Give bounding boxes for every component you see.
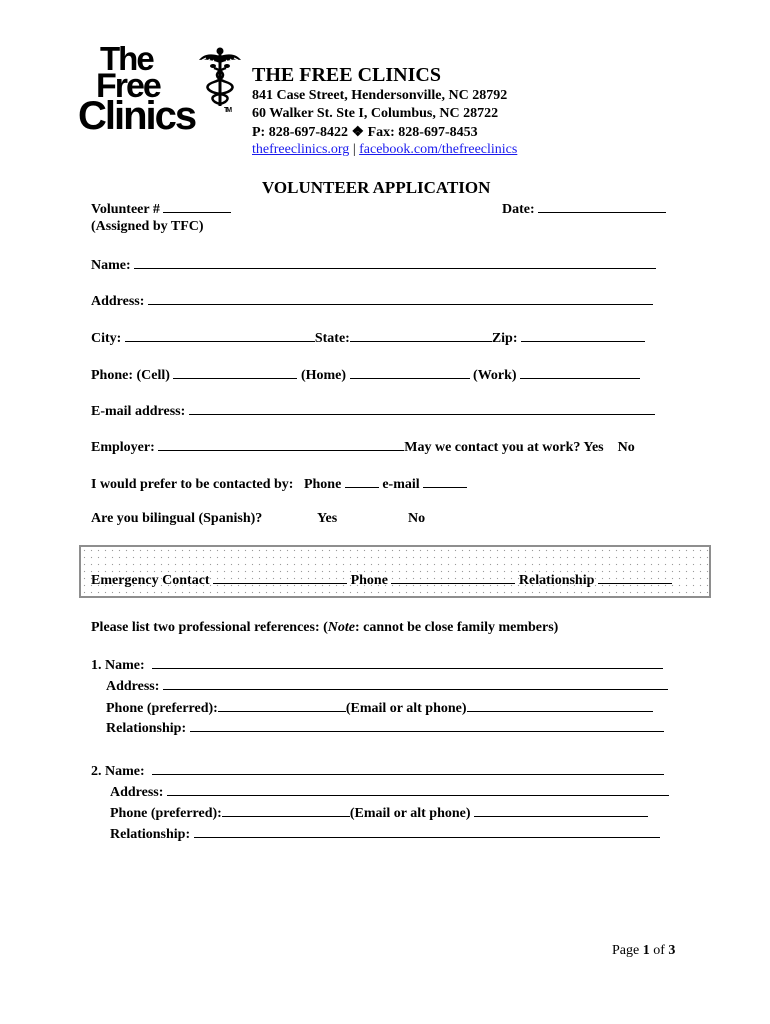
- logo-text-clinics: Clinics: [78, 94, 196, 138]
- ref1-name-field[interactable]: [152, 656, 663, 669]
- volunteer-number-row: [91, 200, 231, 218]
- references-intro-note: Note: [327, 620, 355, 635]
- ref1-address-field[interactable]: [163, 677, 668, 690]
- zip-label: Zip:: [491, 331, 518, 346]
- phone-fax: P: 828-697-8422 ❖ Fax: 828-697-8453: [252, 125, 478, 140]
- ref2-address-row: [110, 783, 669, 801]
- phone-home-field[interactable]: [350, 366, 470, 379]
- email-label: E-mail address:: [91, 404, 186, 419]
- references-intro-text-end: : cannot be close family members): [355, 620, 559, 635]
- employer-field[interactable]: [158, 438, 404, 451]
- date-field[interactable]: [538, 200, 666, 213]
- contact-work-question: May we contact you at work?: [404, 440, 581, 455]
- ref1-name-label: 1. Name:: [91, 658, 145, 673]
- ref2-name-field[interactable]: [152, 762, 664, 775]
- page-number: [612, 943, 675, 959]
- form-title: VOLUNTEER APPLICATION: [262, 178, 491, 197]
- ref2-alt-label: (Email or alt phone): [349, 806, 471, 821]
- ref2-name-label: 2. Name:: [91, 764, 145, 779]
- ref2-phone-row: [110, 804, 648, 822]
- ref2-address-field[interactable]: [167, 783, 669, 796]
- emergency-contact-box: [79, 545, 711, 598]
- state-field[interactable]: [350, 329, 492, 342]
- emergency-contact-row: [91, 571, 672, 589]
- logo-trademark: TM: [224, 107, 231, 114]
- emergency-phone-field[interactable]: [391, 571, 515, 584]
- bilingual-no[interactable]: No: [408, 511, 426, 526]
- phone-cell-label: Phone: (Cell): [91, 368, 170, 383]
- contact-work-no[interactable]: No: [617, 440, 635, 455]
- ref2-relationship-row: [110, 825, 660, 843]
- ref1-address-label: Address:: [106, 679, 160, 694]
- emergency-phone-label: Phone: [350, 573, 388, 588]
- ref1-phone-label: Phone (preferred):: [106, 701, 218, 716]
- ref1-phone-row: [106, 699, 653, 717]
- facebook-link[interactable]: facebook.com/thefreeclinics: [359, 142, 518, 157]
- city-state-zip-row: [91, 329, 645, 347]
- email-field[interactable]: [189, 402, 655, 415]
- bilingual-label: Are you bilingual (Spanish)?: [91, 511, 263, 526]
- name-field[interactable]: [134, 256, 656, 269]
- name-label: Name:: [91, 258, 131, 273]
- preferred-phone-field[interactable]: [345, 475, 379, 488]
- ref1-address-row: [106, 677, 668, 695]
- ref2-phone-field[interactable]: [222, 804, 350, 817]
- phone-cell-field[interactable]: [173, 366, 297, 379]
- ref1-alt-field[interactable]: [467, 699, 653, 712]
- the-free-clinics-logo: [78, 40, 248, 138]
- address-columbus: 60 Walker St. Ste I, Columbus, NC 28722: [252, 106, 499, 121]
- ref2-relationship-field[interactable]: [194, 825, 660, 838]
- volunteer-number-label: Volunteer #: [91, 202, 160, 217]
- ref1-name-row: [91, 656, 663, 674]
- contact-work-yes[interactable]: Yes: [583, 440, 604, 455]
- ref1-relationship-row: [106, 719, 664, 737]
- phone-work-label: (Work): [473, 368, 517, 383]
- phone-work-field[interactable]: [520, 366, 640, 379]
- emergency-contact-label: Emergency Contact: [91, 573, 210, 588]
- ref2-alt-field[interactable]: [474, 804, 648, 817]
- emergency-relationship-field[interactable]: [598, 571, 672, 584]
- page-of-word: of: [653, 943, 665, 958]
- state-label: State:: [314, 331, 350, 346]
- ref2-relationship-label: Relationship:: [110, 827, 191, 842]
- volunteer-number-note: (Assigned by TFC): [91, 219, 204, 234]
- date-label: Date:: [502, 202, 535, 217]
- phone-row: [91, 366, 640, 384]
- city-field[interactable]: [125, 329, 315, 342]
- preferred-phone-label: Phone: [303, 477, 342, 492]
- emergency-contact-field[interactable]: [213, 571, 347, 584]
- address-hendersonville: 841 Case Street, Hendersonville, NC 28792: [252, 88, 508, 103]
- name-row: [91, 256, 656, 274]
- address-field[interactable]: [148, 292, 653, 305]
- logo-text-the: The: [100, 40, 153, 77]
- ref2-name-row: [91, 762, 664, 780]
- emergency-relationship-label: Relationship: [518, 573, 595, 588]
- ref1-relationship-label: Relationship:: [106, 721, 187, 736]
- preferred-contact-label: I would prefer to be contacted by:: [91, 477, 294, 492]
- ref1-phone-field[interactable]: [218, 699, 346, 712]
- header-links: [252, 142, 517, 158]
- ref1-relationship-field[interactable]: [190, 719, 664, 732]
- references-intro: [91, 620, 558, 636]
- page-total: 3: [668, 943, 676, 958]
- zip-field[interactable]: [521, 329, 645, 342]
- ref2-address-label: Address:: [110, 785, 164, 800]
- date-row: [502, 200, 666, 218]
- email-row: [91, 402, 655, 420]
- link-separator: |: [352, 142, 356, 157]
- logo-text-free: Free: [96, 67, 160, 105]
- employer-label: Employer:: [91, 440, 155, 455]
- preferred-email-label: e-mail: [382, 477, 420, 492]
- volunteer-number-field[interactable]: [163, 200, 231, 213]
- address-label: Address:: [91, 294, 145, 309]
- city-label: City:: [91, 331, 122, 346]
- caduceus-icon: [198, 46, 242, 108]
- ref1-alt-label: (Email or alt phone): [345, 701, 467, 716]
- website-link[interactable]: thefreeclinics.org: [252, 142, 350, 157]
- bilingual-yes[interactable]: Yes: [317, 511, 338, 526]
- page-current: 1: [642, 943, 650, 958]
- ref2-phone-label: Phone (preferred):: [110, 806, 222, 821]
- references-intro-text: Please list two professional references: (: [91, 620, 328, 635]
- preferred-contact-row: [91, 475, 467, 493]
- preferred-email-field[interactable]: [423, 475, 467, 488]
- page-word: Page: [612, 943, 640, 958]
- employer-row: [91, 438, 635, 456]
- phone-home-label: (Home): [300, 368, 347, 383]
- org-name: THE FREE CLINICS: [252, 64, 441, 86]
- address-row: [91, 292, 653, 310]
